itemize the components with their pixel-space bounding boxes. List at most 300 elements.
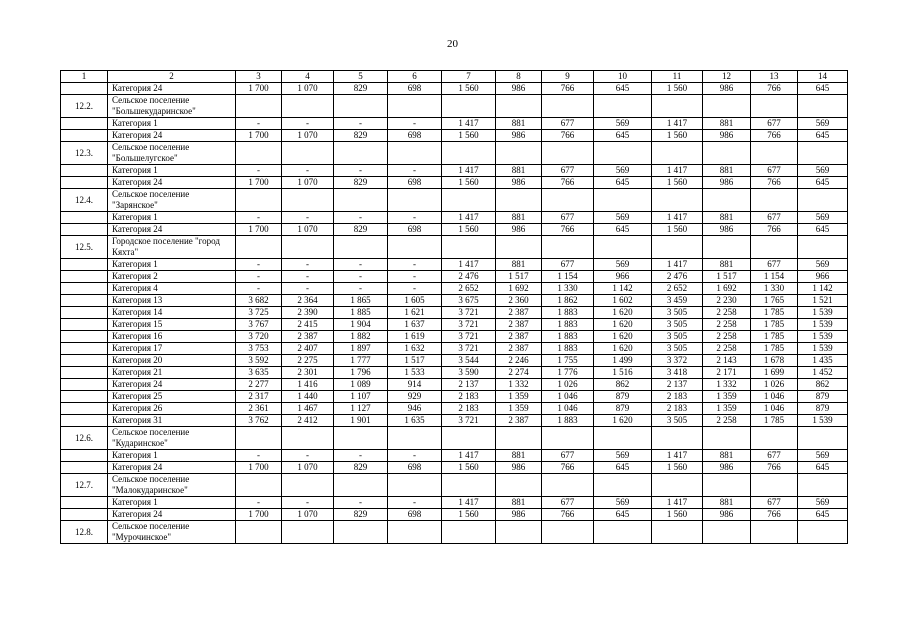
value-cell: 766 xyxy=(542,509,594,521)
value-cell: - xyxy=(236,259,282,271)
value-cell xyxy=(542,427,594,450)
value-cell: 2 183 xyxy=(442,391,496,403)
category-name: Категория 1 xyxy=(108,165,236,177)
value-cell: 2 230 xyxy=(703,295,751,307)
table-row xyxy=(61,307,848,319)
section-name: Сельское поселение "Большекударинское" xyxy=(108,95,236,118)
value-cell: 1 046 xyxy=(751,403,798,415)
table-row xyxy=(61,283,848,295)
section-name: Сельское поселение "Большелугское" xyxy=(108,142,236,165)
value-cell: 2 390 xyxy=(282,307,334,319)
value-cell: 677 xyxy=(751,212,798,224)
value-cell xyxy=(236,474,282,497)
value-cell: 1 521 xyxy=(798,295,848,307)
value-cell: 1 417 xyxy=(652,165,703,177)
value-cell: 3 767 xyxy=(236,319,282,331)
category-name: Категория 24 xyxy=(108,509,236,521)
value-cell xyxy=(594,521,652,544)
value-cell xyxy=(542,95,594,118)
value-cell: 1 517 xyxy=(496,271,542,283)
page-number: 20 xyxy=(447,38,458,50)
value-cell: 986 xyxy=(703,462,751,474)
category-name: Категория 24 xyxy=(108,224,236,236)
value-cell: 2 415 xyxy=(282,319,334,331)
value-cell: 879 xyxy=(798,403,848,415)
value-cell xyxy=(334,142,388,165)
row-code xyxy=(61,367,108,379)
value-cell: 881 xyxy=(703,165,751,177)
value-cell: 3 418 xyxy=(652,367,703,379)
value-cell xyxy=(334,236,388,259)
value-cell: 881 xyxy=(496,259,542,271)
value-cell: 1 700 xyxy=(236,509,282,521)
value-cell: 1 785 xyxy=(751,307,798,319)
header-cell-10: 10 xyxy=(594,71,652,83)
value-cell: 1 883 xyxy=(542,331,594,343)
value-cell: 986 xyxy=(703,509,751,521)
section-name: Сельское поселение "Зарянское" xyxy=(108,189,236,212)
value-cell: - xyxy=(388,259,442,271)
value-cell: 2 652 xyxy=(442,283,496,295)
value-cell xyxy=(496,521,542,544)
value-cell: 3 721 xyxy=(442,331,496,343)
section-row xyxy=(61,236,848,259)
value-cell: - xyxy=(282,212,334,224)
value-cell: 3 675 xyxy=(442,295,496,307)
value-cell xyxy=(282,427,334,450)
value-cell: 2 476 xyxy=(652,271,703,283)
value-cell: 569 xyxy=(798,212,848,224)
header-cell-12: 12 xyxy=(703,71,751,83)
category-name: Категория 14 xyxy=(108,307,236,319)
value-cell: 829 xyxy=(334,509,388,521)
value-cell: 2 143 xyxy=(703,355,751,367)
value-cell: 1 330 xyxy=(542,283,594,295)
value-cell: 677 xyxy=(542,259,594,271)
table-row xyxy=(61,259,848,271)
value-cell: 1 417 xyxy=(652,118,703,130)
value-cell xyxy=(442,521,496,544)
value-cell xyxy=(236,95,282,118)
row-code xyxy=(61,319,108,331)
value-cell: 1 330 xyxy=(751,283,798,295)
value-cell: 986 xyxy=(703,83,751,95)
value-cell: 1 560 xyxy=(652,224,703,236)
value-cell: - xyxy=(282,497,334,509)
header-cell-11: 11 xyxy=(652,71,703,83)
value-cell xyxy=(282,474,334,497)
value-cell: - xyxy=(334,118,388,130)
value-cell xyxy=(334,189,388,212)
value-cell: 569 xyxy=(594,497,652,509)
value-cell: 1 070 xyxy=(282,130,334,142)
value-cell: 881 xyxy=(496,450,542,462)
value-cell: 2 361 xyxy=(236,403,282,415)
category-name: Категория 31 xyxy=(108,415,236,427)
value-cell: 881 xyxy=(496,165,542,177)
table-row xyxy=(61,415,848,427)
value-cell: 1 699 xyxy=(751,367,798,379)
value-cell: 1 560 xyxy=(442,509,496,521)
value-cell: 1 883 xyxy=(542,307,594,319)
table-row xyxy=(61,355,848,367)
value-cell: 829 xyxy=(334,83,388,95)
row-code xyxy=(61,415,108,427)
value-cell: 1 070 xyxy=(282,224,334,236)
value-cell: 677 xyxy=(542,497,594,509)
value-cell xyxy=(594,189,652,212)
value-cell: 645 xyxy=(798,130,848,142)
value-cell: 569 xyxy=(594,118,652,130)
value-cell: - xyxy=(282,283,334,295)
value-cell: 677 xyxy=(542,165,594,177)
value-cell xyxy=(652,521,703,544)
value-cell xyxy=(594,95,652,118)
value-cell: 1 440 xyxy=(282,391,334,403)
value-cell: 1 417 xyxy=(652,450,703,462)
value-cell: 1 901 xyxy=(334,415,388,427)
value-cell: 862 xyxy=(594,379,652,391)
value-cell: 1 862 xyxy=(542,295,594,307)
value-cell: 2 387 xyxy=(496,307,542,319)
value-cell: 986 xyxy=(496,224,542,236)
value-cell: 1 777 xyxy=(334,355,388,367)
value-cell: 2 258 xyxy=(703,331,751,343)
category-name: Категория 2 xyxy=(108,271,236,283)
header-cell-2: 2 xyxy=(108,71,236,83)
value-cell: 1 620 xyxy=(594,415,652,427)
value-cell: 1 070 xyxy=(282,462,334,474)
value-cell: - xyxy=(334,165,388,177)
value-cell: 766 xyxy=(542,177,594,189)
value-cell: 1 637 xyxy=(388,319,442,331)
category-name: Категория 26 xyxy=(108,403,236,415)
value-cell: 966 xyxy=(594,271,652,283)
section-code: 12.8. xyxy=(61,521,108,544)
value-cell: 1 359 xyxy=(496,391,542,403)
value-cell: 881 xyxy=(496,118,542,130)
value-cell: 1 089 xyxy=(334,379,388,391)
value-cell: 1 619 xyxy=(388,331,442,343)
header-cell-4: 4 xyxy=(282,71,334,83)
value-cell: 2 364 xyxy=(282,295,334,307)
value-cell: 645 xyxy=(798,509,848,521)
value-cell: - xyxy=(388,212,442,224)
value-cell: - xyxy=(282,259,334,271)
category-name: Категория 20 xyxy=(108,355,236,367)
value-cell: 569 xyxy=(594,450,652,462)
value-cell: 2 137 xyxy=(442,379,496,391)
header-cell-5: 5 xyxy=(334,71,388,83)
table-row xyxy=(61,343,848,355)
value-cell: 698 xyxy=(388,509,442,521)
value-cell: 1 359 xyxy=(703,391,751,403)
value-cell: 2 183 xyxy=(442,403,496,415)
value-cell: 2 360 xyxy=(496,295,542,307)
value-cell: 1 416 xyxy=(282,379,334,391)
value-cell: 1 417 xyxy=(442,450,496,462)
value-cell: 1 517 xyxy=(703,271,751,283)
row-code xyxy=(61,462,108,474)
value-cell: 766 xyxy=(751,177,798,189)
value-cell: 1 026 xyxy=(542,379,594,391)
value-cell xyxy=(388,521,442,544)
header-cell-3: 3 xyxy=(236,71,282,83)
value-cell: 698 xyxy=(388,130,442,142)
value-cell: - xyxy=(334,283,388,295)
value-cell: - xyxy=(236,212,282,224)
section-code: 12.2. xyxy=(61,95,108,118)
value-cell xyxy=(798,474,848,497)
value-cell xyxy=(798,142,848,165)
value-cell xyxy=(388,189,442,212)
value-cell xyxy=(542,236,594,259)
table-row xyxy=(61,462,848,474)
row-code xyxy=(61,118,108,130)
value-cell: 2 317 xyxy=(236,391,282,403)
value-cell: 3 720 xyxy=(236,331,282,343)
value-cell: 645 xyxy=(594,224,652,236)
value-cell: 766 xyxy=(751,130,798,142)
value-cell: 677 xyxy=(751,497,798,509)
row-code xyxy=(61,224,108,236)
value-cell: 677 xyxy=(751,165,798,177)
value-cell: 645 xyxy=(594,462,652,474)
value-cell: 645 xyxy=(798,224,848,236)
value-cell xyxy=(442,95,496,118)
row-code xyxy=(61,130,108,142)
value-cell: 1 865 xyxy=(334,295,388,307)
value-cell: 569 xyxy=(594,259,652,271)
table-row xyxy=(61,271,848,283)
value-cell: - xyxy=(334,497,388,509)
value-cell: 829 xyxy=(334,177,388,189)
table-row xyxy=(61,177,848,189)
value-cell: 677 xyxy=(542,118,594,130)
value-cell xyxy=(388,142,442,165)
value-cell: 1 700 xyxy=(236,83,282,95)
value-cell: 645 xyxy=(798,177,848,189)
row-code xyxy=(61,307,108,319)
value-cell xyxy=(496,142,542,165)
value-cell: 1 560 xyxy=(652,462,703,474)
value-cell: 1 560 xyxy=(442,130,496,142)
value-cell xyxy=(334,427,388,450)
category-name: Категория 24 xyxy=(108,379,236,391)
value-cell: 881 xyxy=(703,259,751,271)
section-name: Городское поселение "город Кяхта" xyxy=(108,236,236,259)
value-cell: 1 560 xyxy=(652,130,703,142)
category-name: Категория 21 xyxy=(108,367,236,379)
value-cell: 1 560 xyxy=(652,509,703,521)
value-cell: 3 505 xyxy=(652,415,703,427)
value-cell: 1 620 xyxy=(594,331,652,343)
value-cell: 1 560 xyxy=(652,177,703,189)
value-cell: 766 xyxy=(542,462,594,474)
category-name: Категория 1 xyxy=(108,259,236,271)
value-cell xyxy=(442,427,496,450)
value-cell xyxy=(282,142,334,165)
value-cell: 1 785 xyxy=(751,319,798,331)
value-cell: 1 700 xyxy=(236,130,282,142)
value-cell: 1 883 xyxy=(542,343,594,355)
value-cell: - xyxy=(388,118,442,130)
table-row xyxy=(61,403,848,415)
category-name: Категория 1 xyxy=(108,212,236,224)
value-cell: 645 xyxy=(594,177,652,189)
value-cell: 766 xyxy=(751,83,798,95)
value-cell: 1 142 xyxy=(798,283,848,295)
value-cell xyxy=(236,521,282,544)
table-row xyxy=(61,212,848,224)
value-cell: 1 417 xyxy=(652,259,703,271)
value-cell xyxy=(751,142,798,165)
value-cell: 1 885 xyxy=(334,307,388,319)
row-code xyxy=(61,177,108,189)
value-cell: 1 560 xyxy=(442,224,496,236)
value-cell: - xyxy=(282,271,334,283)
table-row xyxy=(61,83,848,95)
table-row xyxy=(61,379,848,391)
value-cell: 766 xyxy=(542,224,594,236)
value-cell xyxy=(703,189,751,212)
value-cell xyxy=(652,236,703,259)
category-name: Категория 1 xyxy=(108,118,236,130)
value-cell: 1 620 xyxy=(594,307,652,319)
value-cell: 879 xyxy=(594,391,652,403)
category-name: Категория 1 xyxy=(108,497,236,509)
value-cell: 1 499 xyxy=(594,355,652,367)
value-cell: - xyxy=(282,450,334,462)
value-cell: 1 539 xyxy=(798,307,848,319)
value-cell: 1 107 xyxy=(334,391,388,403)
value-cell: 645 xyxy=(798,83,848,95)
value-cell xyxy=(496,189,542,212)
value-cell: 1 621 xyxy=(388,307,442,319)
value-cell xyxy=(542,142,594,165)
header-cell-7: 7 xyxy=(442,71,496,83)
value-cell xyxy=(334,95,388,118)
value-cell: 3 505 xyxy=(652,331,703,343)
value-cell: - xyxy=(388,283,442,295)
value-cell: 1 417 xyxy=(652,497,703,509)
value-cell: 1 539 xyxy=(798,343,848,355)
value-cell: 3 721 xyxy=(442,415,496,427)
value-cell xyxy=(542,521,594,544)
value-cell: 2 387 xyxy=(496,331,542,343)
value-cell: 1 070 xyxy=(282,83,334,95)
value-cell: 1 417 xyxy=(442,497,496,509)
value-cell: 1 046 xyxy=(542,403,594,415)
value-cell xyxy=(442,189,496,212)
value-cell: 986 xyxy=(703,224,751,236)
value-cell: 1 417 xyxy=(652,212,703,224)
table-row xyxy=(61,497,848,509)
value-cell xyxy=(542,474,594,497)
value-cell: - xyxy=(236,283,282,295)
value-cell: 881 xyxy=(703,212,751,224)
table-row xyxy=(61,295,848,307)
value-cell: 929 xyxy=(388,391,442,403)
value-cell xyxy=(751,189,798,212)
value-cell: 1 533 xyxy=(388,367,442,379)
value-cell: 645 xyxy=(594,509,652,521)
value-cell: 1 883 xyxy=(542,415,594,427)
value-cell: 1 417 xyxy=(442,212,496,224)
row-code xyxy=(61,497,108,509)
value-cell: 1 620 xyxy=(594,343,652,355)
category-name: Категория 24 xyxy=(108,130,236,142)
value-cell: 2 171 xyxy=(703,367,751,379)
value-cell: 3 459 xyxy=(652,295,703,307)
value-cell: 766 xyxy=(751,462,798,474)
value-cell: 569 xyxy=(594,212,652,224)
value-cell xyxy=(388,236,442,259)
value-cell: 569 xyxy=(798,165,848,177)
section-code: 12.4. xyxy=(61,189,108,212)
table-row xyxy=(61,367,848,379)
value-cell xyxy=(751,236,798,259)
section-code: 12.3. xyxy=(61,142,108,165)
value-cell: 862 xyxy=(798,379,848,391)
value-cell: 986 xyxy=(703,130,751,142)
value-cell: - xyxy=(334,271,388,283)
value-cell: 677 xyxy=(542,212,594,224)
value-cell: 1 796 xyxy=(334,367,388,379)
value-cell: 966 xyxy=(798,271,848,283)
value-cell: 569 xyxy=(798,259,848,271)
value-cell: 3 762 xyxy=(236,415,282,427)
value-cell xyxy=(236,236,282,259)
value-cell: - xyxy=(388,165,442,177)
header-cell-9: 9 xyxy=(542,71,594,83)
category-name: Категория 4 xyxy=(108,283,236,295)
value-cell xyxy=(751,474,798,497)
value-cell: 569 xyxy=(798,118,848,130)
value-cell: 1 560 xyxy=(442,83,496,95)
value-cell: 1 765 xyxy=(751,295,798,307)
value-cell xyxy=(442,142,496,165)
header-cell-13: 13 xyxy=(751,71,798,83)
value-cell: 3 753 xyxy=(236,343,282,355)
category-name: Категория 13 xyxy=(108,295,236,307)
header-cell-1: 1 xyxy=(61,71,108,83)
value-cell xyxy=(282,236,334,259)
category-name: Категория 25 xyxy=(108,391,236,403)
category-name: Категория 24 xyxy=(108,177,236,189)
row-code xyxy=(61,83,108,95)
table-row xyxy=(61,331,848,343)
value-cell: 1 417 xyxy=(442,259,496,271)
value-cell xyxy=(703,95,751,118)
value-cell xyxy=(594,474,652,497)
value-cell: 3 505 xyxy=(652,307,703,319)
section-name: Сельское поселение "Кударинское" xyxy=(108,427,236,450)
value-cell xyxy=(703,142,751,165)
value-cell xyxy=(542,189,594,212)
value-cell xyxy=(798,236,848,259)
row-code xyxy=(61,343,108,355)
value-cell xyxy=(703,236,751,259)
value-cell: 2 387 xyxy=(496,319,542,331)
value-cell: 1 070 xyxy=(282,177,334,189)
value-cell: 1 070 xyxy=(282,509,334,521)
header-row xyxy=(61,71,848,83)
value-cell: 1 142 xyxy=(594,283,652,295)
value-cell: 3 725 xyxy=(236,307,282,319)
value-cell: 1 785 xyxy=(751,415,798,427)
value-cell: 986 xyxy=(496,509,542,521)
